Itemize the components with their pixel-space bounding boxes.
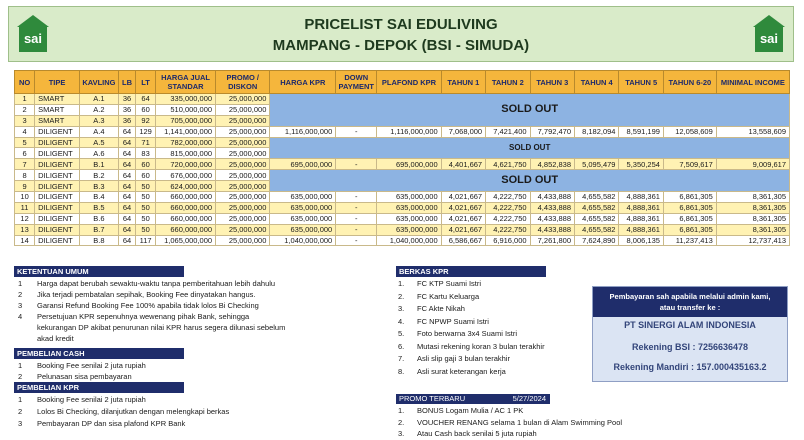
table-row [15, 224, 790, 235]
kpr-item [18, 395, 388, 405]
table-cell: 7,068,000 [441, 126, 485, 137]
table-cell: 782,000,000 [156, 137, 216, 148]
table-cell: A.3 [79, 115, 118, 126]
list-item-number: 7. [398, 354, 405, 363]
table-cell: 14 [15, 235, 35, 246]
table-cell: 6,861,305 [663, 192, 716, 203]
table-cell: 64 [118, 192, 135, 203]
table-cell: 8 [15, 170, 35, 181]
table-cell: 7,261,800 [530, 235, 574, 246]
col-header: MINIMAL INCOME [716, 71, 789, 94]
table-cell: 4,621,750 [486, 159, 530, 170]
table-cell: 6 [15, 148, 35, 159]
list-item-text: VOUCHER RENANG selama 1 bulan di Alam Swimming Pool [417, 417, 623, 427]
table-cell: 635,000,000 [377, 202, 441, 213]
table-cell: 129 [136, 126, 156, 137]
table-cell: 64 [118, 235, 135, 246]
table-cell: DILIGENT [35, 224, 80, 235]
payment-info-heading [593, 287, 787, 317]
table-cell: - [336, 235, 377, 246]
table-cell: 695,000,000 [377, 159, 441, 170]
col-header: TAHUN 3 [530, 71, 574, 94]
table-cell: B.3 [79, 181, 118, 192]
table-row [15, 126, 790, 137]
table-cell: - [336, 202, 377, 213]
table-cell: 5 [15, 137, 35, 148]
list-item-text: Jika terjadi pembatalan sepihak, Booking Fee dinyatakan hangus. [37, 290, 256, 299]
col-header: KAVLING [79, 71, 118, 94]
list-item-text: FC KTP Suami Istri [417, 279, 482, 288]
list-item-text: Garansi Refund Booking Fee 100% apabila tidak lolos Bi Checking [37, 301, 259, 310]
mandiri-account: Rekening Mandiri : 157.000435163.2 [613, 362, 767, 372]
list-item-text: Asli surat keterangan kerja [417, 366, 506, 376]
table-cell: 4,888,361 [619, 202, 663, 213]
table-cell: 4,433,888 [530, 192, 574, 203]
list-item-number: 1 [18, 395, 23, 404]
logo-text: sai [19, 26, 47, 52]
table-cell: 25,000,000 [216, 192, 270, 203]
sold-out-banner: SOLD OUT [270, 170, 790, 192]
table-cell: 4,888,361 [619, 192, 663, 203]
col-header: TIPE [35, 71, 80, 94]
table-cell: 635,000,000 [270, 202, 336, 213]
table-cell: DILIGENT [35, 202, 80, 213]
table-cell: DILIGENT [35, 148, 80, 159]
table-cell: B.2 [79, 170, 118, 181]
table-cell: DILIGENT [35, 192, 80, 203]
table-cell: 12,058,609 [663, 126, 716, 137]
table-cell: 12 [15, 213, 35, 224]
table-cell: 25,000,000 [216, 213, 270, 224]
col-header: PLAFOND KPR [377, 71, 441, 94]
table-cell: 9,009,617 [716, 159, 789, 170]
col-header: HARGA KPR [270, 71, 336, 94]
table-cell: 510,000,000 [156, 104, 216, 115]
col-header: TAHUN 6-20 [663, 71, 716, 94]
table-cell: SMART [35, 94, 80, 105]
list-item-text: Asli slip gaji 3 bulan terakhir [417, 354, 510, 363]
table-cell: 635,000,000 [270, 213, 336, 224]
table-cell: 50 [136, 202, 156, 213]
payment-info-box [592, 286, 788, 382]
ketentuan-item [18, 312, 388, 322]
table-cell: 335,000,000 [156, 94, 216, 105]
list-item-text: BONUS Logam Mulia / AC 1 PK [417, 406, 524, 415]
table-cell: B.8 [79, 235, 118, 246]
list-item-text: Pembayaran DP dan sisa plafond KPR Bank [37, 419, 186, 428]
list-item-text: akad kredit [37, 334, 74, 343]
table-row [15, 202, 790, 213]
list-item-number: 3. [398, 304, 405, 313]
table-cell: 60 [136, 159, 156, 170]
table-cell: 4,222,750 [486, 192, 530, 203]
table-row [15, 235, 790, 246]
table-cell: 6,861,305 [663, 224, 716, 235]
table-row [15, 192, 790, 203]
table-cell: 1,040,000,000 [377, 235, 441, 246]
table-cell: 10 [15, 192, 35, 203]
list-item-text: Lolos Bi Checking, dilanjutkan dengan melengkapi berkas [37, 407, 230, 416]
table-cell: 4,888,361 [619, 213, 663, 224]
table-header-row [15, 71, 790, 94]
bsi-account: Rekening BSI : 7256636478 [631, 342, 749, 352]
table-cell: 4,021,667 [441, 213, 485, 224]
col-header: NO [15, 71, 35, 94]
table-row [15, 159, 790, 170]
cash-item [18, 372, 388, 382]
table-cell: - [336, 192, 377, 203]
table-cell: 4,401,667 [441, 159, 485, 170]
ketentuan-item [18, 323, 388, 333]
table-cell: 7,421,400 [486, 126, 530, 137]
logo-text: sai [755, 26, 783, 52]
table-cell: 4,222,750 [486, 213, 530, 224]
table-cell: 4,655,582 [575, 202, 619, 213]
list-item-number: 1. [398, 406, 405, 415]
table-cell: 25,000,000 [216, 202, 270, 213]
table-cell: 64 [118, 202, 135, 213]
table-cell: 64 [118, 126, 135, 137]
price-table [14, 70, 790, 246]
table-cell: 50 [136, 213, 156, 224]
table-cell: 50 [136, 181, 156, 192]
table-cell: 720,000,000 [156, 159, 216, 170]
payment-heading-line2: atau transfer ke : [659, 303, 721, 312]
table-cell: 660,000,000 [156, 202, 216, 213]
list-item-number: 5. [398, 329, 405, 338]
list-item-text: Booking Fee senilai 2 juta rupiah [37, 361, 146, 370]
table-cell: 8,361,305 [716, 224, 789, 235]
table-cell: 2 [15, 104, 35, 115]
table-cell: A.6 [79, 148, 118, 159]
table-cell: A.4 [79, 126, 118, 137]
table-cell: 50 [136, 192, 156, 203]
list-item-number: 8. [398, 366, 405, 376]
table-cell: 60 [136, 104, 156, 115]
table-cell: 64 [118, 159, 135, 170]
table-row [15, 94, 790, 105]
table-cell: 676,000,000 [156, 170, 216, 181]
table-cell: 83 [136, 148, 156, 159]
table-cell: 4,433,888 [530, 202, 574, 213]
table-cell: A.1 [79, 94, 118, 105]
list-item-text: FC Akte Nikah [417, 304, 465, 313]
list-item-text: Persetujuan KPR sepenuhnya wewenang pihak Bank, sehingga [37, 312, 250, 321]
table-row [15, 137, 790, 148]
table-cell: 5,350,254 [619, 159, 663, 170]
promo-date: 5/27/2024 [512, 394, 546, 403]
list-item-number: 2 [18, 290, 23, 299]
table-cell: A.5 [79, 137, 118, 148]
table-cell: 635,000,000 [270, 224, 336, 235]
list-item-text: kekurangan DP akibat penurunan nilai KPR harus segera dilunasi sebelum [37, 323, 286, 332]
table-cell: 660,000,000 [156, 213, 216, 224]
table-cell: 60 [136, 170, 156, 181]
table-cell: 1,116,000,000 [377, 126, 441, 137]
list-item-number: 3 [18, 301, 23, 310]
table-cell: 36 [118, 94, 135, 105]
table-cell: 4,852,838 [530, 159, 574, 170]
table-cell: 4,433,888 [530, 213, 574, 224]
table-cell: 25,000,000 [216, 181, 270, 192]
table-cell: 4,433,888 [530, 224, 574, 235]
table-cell: 8,006,135 [619, 235, 663, 246]
table-cell: 8,361,305 [716, 192, 789, 203]
list-item-number: 2 [18, 407, 23, 416]
table-cell: 635,000,000 [377, 192, 441, 203]
list-item-number: 1 [18, 361, 23, 370]
table-cell: 6,861,305 [663, 213, 716, 224]
table-cell: 1,141,000,000 [156, 126, 216, 137]
table-cell: 71 [136, 137, 156, 148]
table-cell: 660,000,000 [156, 192, 216, 203]
payment-heading-line1: Pembayaran sah apabila melalui admin kami, [609, 292, 771, 301]
col-header: TAHUN 4 [575, 71, 619, 94]
table-cell: 7,624,890 [575, 235, 619, 246]
pricelist-header [8, 6, 794, 62]
table-cell: 25,000,000 [216, 159, 270, 170]
list-item-text: Foto berwarna 3x4 Suami Istri [417, 329, 518, 338]
sai-logo-right [751, 15, 787, 55]
table-cell: DILIGENT [35, 159, 80, 170]
table-cell: B.7 [79, 224, 118, 235]
table-cell: 64 [118, 148, 135, 159]
list-item-text: Booking Fee senilai 2 juta rupiah [37, 395, 146, 404]
table-cell: 4,655,582 [575, 224, 619, 235]
table-cell: 6,586,667 [441, 235, 485, 246]
table-cell: 4,021,667 [441, 224, 485, 235]
table-cell: 25,000,000 [216, 115, 270, 126]
table-row [15, 213, 790, 224]
list-item-text: FC NPWP Suami Istri [417, 316, 489, 326]
list-item-number: 1. [398, 279, 405, 288]
table-cell: 25,000,000 [216, 148, 270, 159]
col-header: TAHUN 2 [486, 71, 530, 94]
kpr-item [18, 407, 388, 417]
list-item-number: 6. [398, 341, 405, 351]
list-item-number: 2. [398, 291, 405, 301]
promo-item [398, 406, 768, 416]
sold-out-banner: SOLD OUT [270, 137, 790, 159]
promo-item [398, 429, 768, 439]
table-cell: 11 [15, 202, 35, 213]
table-cell: B.1 [79, 159, 118, 170]
list-item-number: 2 [18, 372, 23, 381]
table-cell: B.6 [79, 213, 118, 224]
table-cell: 8,361,305 [716, 202, 789, 213]
table-cell: 4,888,361 [619, 224, 663, 235]
table-cell: B.5 [79, 202, 118, 213]
table-cell: DILIGENT [35, 170, 80, 181]
kpr-item [18, 419, 388, 429]
list-item-number: 4 [18, 312, 23, 321]
table-cell: DILIGENT [35, 181, 80, 192]
table-cell: 815,000,000 [156, 148, 216, 159]
table-cell: DILIGENT [35, 213, 80, 224]
table-cell: 25,000,000 [216, 137, 270, 148]
table-cell: 7,792,470 [530, 126, 574, 137]
table-cell: 36 [118, 115, 135, 126]
table-cell: 25,000,000 [216, 104, 270, 115]
table-cell: 4,222,750 [486, 202, 530, 213]
table-cell: 50 [136, 224, 156, 235]
table-cell: 7,509,617 [663, 159, 716, 170]
table-cell: 1,116,000,000 [270, 126, 336, 137]
list-item-number: 1 [18, 279, 23, 288]
table-cell: 3 [15, 115, 35, 126]
list-item-text: FC Kartu Keluarga [417, 291, 480, 301]
page-subtitle: MAMPANG - DEPOK (BSI - SIMUDA) [272, 37, 530, 54]
table-cell: 4,655,582 [575, 213, 619, 224]
table-cell: B.4 [79, 192, 118, 203]
table-cell: SMART [35, 104, 80, 115]
list-item-number: 4. [398, 316, 405, 326]
table-cell: 11,237,413 [663, 235, 716, 246]
table-cell: 4,021,667 [441, 202, 485, 213]
table-cell: 4,021,667 [441, 192, 485, 203]
col-header: TAHUN 1 [441, 71, 485, 94]
list-item-text: Atau Cash back senilai 5 juta rupiah [417, 429, 537, 438]
table-cell: 25,000,000 [216, 235, 270, 246]
table-cell: 4 [15, 126, 35, 137]
table-cell: - [336, 213, 377, 224]
table-cell: 36 [118, 104, 135, 115]
pembelian-cash-heading: PEMBELIAN CASH [14, 348, 184, 359]
table-cell: 635,000,000 [270, 192, 336, 203]
table-cell: 695,000,000 [270, 159, 336, 170]
table-cell: 705,000,000 [156, 115, 216, 126]
list-item-number: 3 [18, 419, 23, 428]
col-header: LT [136, 71, 156, 94]
table-cell: 13,558,609 [716, 126, 789, 137]
table-cell: 5,095,479 [575, 159, 619, 170]
table-cell: 13 [15, 224, 35, 235]
cash-item [18, 361, 388, 371]
table-cell: SMART [35, 115, 80, 126]
table-cell: A.2 [79, 104, 118, 115]
table-cell: 92 [136, 115, 156, 126]
table-cell: 624,000,000 [156, 181, 216, 192]
table-cell: DILIGENT [35, 235, 80, 246]
table-cell: 64 [118, 170, 135, 181]
company-name: PT SINERGI ALAM INDONESIA [624, 320, 756, 330]
table-cell: 64 [118, 137, 135, 148]
list-item-text: Pelunasan sisa pembayaran [37, 372, 132, 381]
table-cell: 660,000,000 [156, 224, 216, 235]
promo-item [398, 418, 768, 428]
sold-out-banner: SOLD OUT [270, 94, 790, 127]
ketentuan-item [18, 334, 388, 344]
berkas-kpr-heading: BERKAS KPR [396, 266, 546, 277]
list-item-number: 3. [398, 429, 405, 438]
table-cell: - [336, 159, 377, 170]
pembelian-kpr-heading: PEMBELIAN KPR [14, 382, 184, 393]
table-cell: 64 [118, 213, 135, 224]
table-cell: 1,065,000,000 [156, 235, 216, 246]
ketentuan-item [18, 301, 388, 311]
ketentuan-item [18, 290, 388, 300]
table-cell: 635,000,000 [377, 224, 441, 235]
list-item-text: Harga dapat berubah sewaktu-waktu tanpa pemberitahuan lebih dahulu [37, 279, 276, 288]
table-cell: 25,000,000 [216, 126, 270, 137]
table-cell: 64 [136, 94, 156, 105]
table-cell: 635,000,000 [377, 213, 441, 224]
table-cell: - [336, 126, 377, 137]
table-row [15, 170, 790, 181]
promo-heading [396, 394, 550, 404]
table-cell: DILIGENT [35, 126, 80, 137]
page-title: PRICELIST SAI EDULIVING [304, 16, 498, 33]
table-cell: 25,000,000 [216, 224, 270, 235]
col-header: HARGA JUAL STANDAR [156, 71, 216, 94]
table-cell: 25,000,000 [216, 170, 270, 181]
promo-title: PROMO TERBARU [399, 394, 466, 403]
ketentuan-umum-heading: KETENTUAN UMUM [14, 266, 184, 277]
ketentuan-item [18, 279, 388, 289]
table-cell: 6,861,305 [663, 202, 716, 213]
list-item-number: 2. [398, 417, 405, 427]
col-header: LB [118, 71, 135, 94]
table-cell: 8,182,094 [575, 126, 619, 137]
table-cell: 1,040,000,000 [270, 235, 336, 246]
table-cell: 9 [15, 181, 35, 192]
table-cell: 7 [15, 159, 35, 170]
table-cell: 8,361,305 [716, 213, 789, 224]
table-cell: 4,655,582 [575, 192, 619, 203]
table-cell: DILIGENT [35, 137, 80, 148]
list-item-text: Mutasi rekening koran 3 bulan terakhir [417, 341, 545, 351]
table-cell: 25,000,000 [216, 94, 270, 105]
table-cell: - [336, 224, 377, 235]
table-cell: 4,222,750 [486, 224, 530, 235]
table-cell: 64 [118, 181, 135, 192]
table-cell: 64 [118, 224, 135, 235]
col-header: DOWN PAYMENT [336, 71, 377, 94]
table-cell: 12,737,413 [716, 235, 789, 246]
col-header: TAHUN 5 [619, 71, 663, 94]
table-cell: 8,591,199 [619, 126, 663, 137]
table-cell: 1 [15, 94, 35, 105]
col-header: PROMO / DISKON [216, 71, 270, 94]
table-cell: 6,916,000 [486, 235, 530, 246]
table-cell: 117 [136, 235, 156, 246]
